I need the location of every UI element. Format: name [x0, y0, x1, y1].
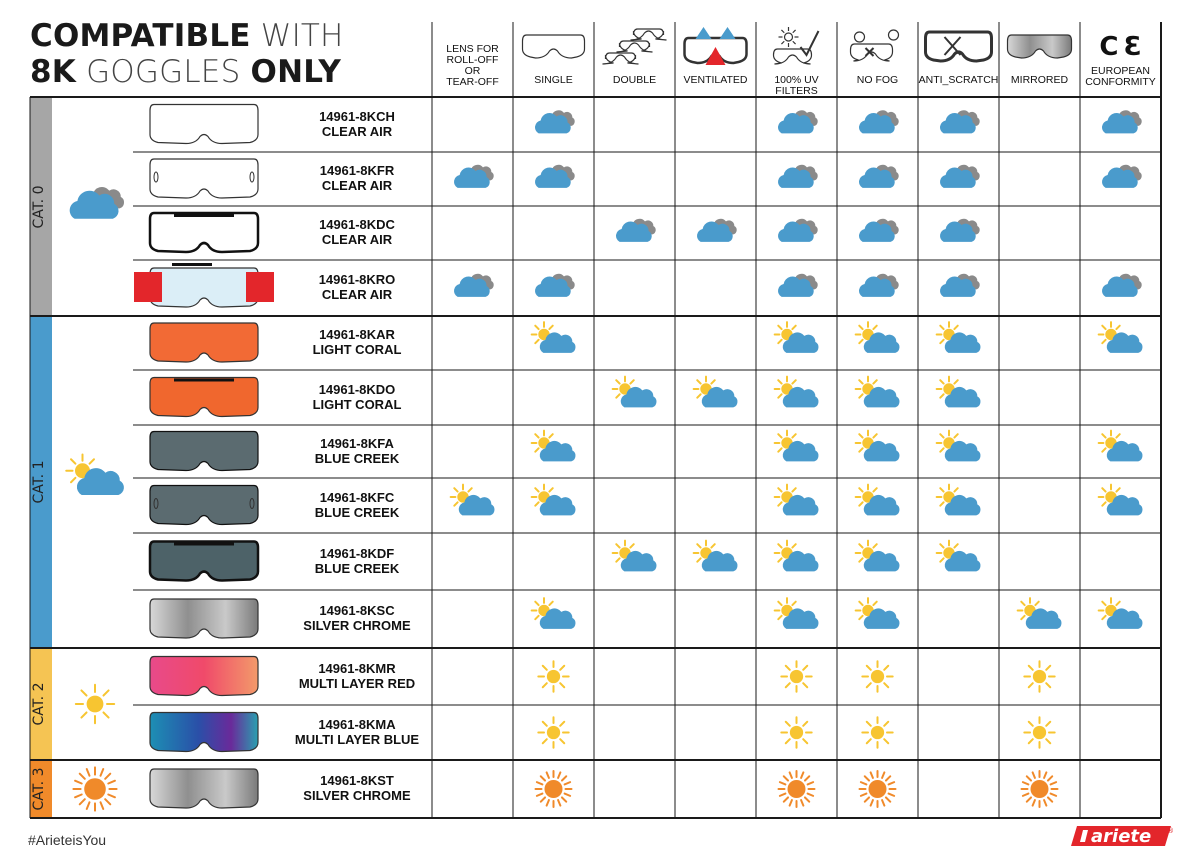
- compat-mark-14961-8KCH-single: [535, 110, 575, 133]
- column-header-text: SINGLE: [534, 74, 573, 86]
- compat-mark-14961-8KST-uv: [779, 771, 815, 807]
- compat-mark-14961-8KFA-scratch: [937, 431, 981, 462]
- compat-mark-14961-8KFC-uv: [775, 485, 819, 516]
- compat-mark-14961-8KFA-ce: [1099, 431, 1143, 462]
- lens-label-14961-8KST: [282, 773, 432, 803]
- column-header-text: OR: [464, 65, 481, 77]
- ce-mark-icon: [1099, 32, 1141, 62]
- compat-mark-14961-8KAR-uv: [775, 322, 819, 353]
- lens-name: SILVER CHROME: [303, 618, 411, 633]
- lens-code: 14961-8KDC: [319, 217, 395, 232]
- compat-mark-14961-8KMA-mirrored: [1024, 717, 1054, 747]
- lens-name: BLUE CREEK: [314, 560, 400, 576]
- lens-label-14961-8KSC: [282, 603, 432, 633]
- compat-mark-14961-8KRO-ce: [1102, 274, 1142, 297]
- compat-mark-14961-8KRO-lens_for: [454, 274, 494, 297]
- category-label-2: CAT. 2: [31, 682, 47, 726]
- lens-name: BLUE CREEK: [314, 504, 400, 520]
- uv-filter-icon: [774, 27, 819, 64]
- compat-mark-14961-8KFR-ce: [1102, 165, 1142, 188]
- mirrored-icon: [1008, 35, 1072, 58]
- column-header-text: MIRRORED: [1010, 74, 1069, 86]
- column-header-text: DOUBLE: [612, 74, 657, 86]
- column-header-text: VENTILATED: [683, 74, 748, 86]
- column-header-text: TEAR-OFF: [446, 76, 499, 88]
- lens-image-14961-8KSC: [150, 599, 258, 638]
- column-header-text: CONFORMITY: [1085, 76, 1156, 88]
- compat-mark-14961-8KCH-nofog: [859, 110, 899, 133]
- compat-mark-14961-8KFC-ce: [1099, 485, 1143, 516]
- title-only: ONLY: [250, 54, 342, 90]
- compat-mark-14961-8KAR-single: [532, 322, 576, 353]
- column-header-text: LENS FOR: [446, 43, 499, 55]
- svg-text:C Ɛ: C Ɛ: [1099, 32, 1142, 62]
- compat-mark-14961-8KDF-double: [613, 541, 657, 572]
- compat-mark-14961-8KMR-mirrored: [1024, 661, 1054, 691]
- lens-label-14961-8KFA: [282, 436, 432, 466]
- column-header-text: ROLL-OFF: [446, 54, 499, 66]
- lens-code: 14961-8KFA: [320, 435, 394, 451]
- lens-image-14961-8KMA: [150, 713, 258, 752]
- compat-mark-14961-8KDC-scratch: [940, 219, 980, 242]
- lens-label-14961-8KDC: [282, 217, 432, 247]
- compat-mark-14961-8KDC-ventilated: [697, 219, 737, 242]
- compat-mark-14961-8KRO-uv: [778, 274, 818, 297]
- lens-code: 14961-8KFC: [319, 489, 395, 505]
- compat-mark-14961-8KMR-nofog: [862, 661, 892, 691]
- compat-mark-14961-8KFC-lens_for: [451, 485, 495, 516]
- lens-code: 14961-8KSC: [319, 603, 395, 618]
- lens-image-14961-8KCH: [150, 105, 258, 144]
- lens-image-14961-8KDC: [150, 213, 258, 252]
- compat-mark-14961-8KRO-nofog: [859, 274, 899, 297]
- lens-label-14961-8KFR: [282, 163, 432, 193]
- single-lens-icon: [523, 35, 585, 58]
- lens-code: 14961-8KDF: [319, 545, 395, 561]
- lens-label-14961-8KMR: [282, 661, 432, 691]
- column-header-text: ANTI_SCRATCH: [918, 74, 999, 86]
- lens-code: 14961-8KST: [320, 773, 394, 788]
- compat-mark-14961-8KFR-uv: [778, 165, 818, 188]
- compat-mark-14961-8KSC-ce: [1099, 598, 1143, 629]
- compat-mark-14961-8KDO-ventilated: [694, 377, 738, 408]
- hashtag: #ArieteisYou: [28, 832, 107, 848]
- category-label-0: CAT. 0: [31, 185, 47, 228]
- category-icon-hot: [73, 767, 116, 810]
- compat-mark-14961-8KMR-single: [538, 661, 568, 691]
- lens-name: SILVER CHROME: [303, 788, 411, 803]
- compat-mark-14961-8KFA-uv: [775, 431, 819, 462]
- compat-mark-14961-8KST-mirrored: [1022, 771, 1058, 807]
- compat-mark-14961-8KDF-uv: [775, 541, 819, 572]
- compat-mark-14961-8KRO-single: [535, 274, 575, 297]
- lens-label-14961-8KMA: [282, 717, 432, 747]
- compat-mark-14961-8KCH-scratch: [940, 110, 980, 133]
- title-8k: 8K: [30, 54, 76, 90]
- compat-mark-14961-8KCH-ce: [1102, 110, 1142, 133]
- lens-name: CLEAR AIR: [321, 232, 393, 247]
- compat-mark-14961-8KMR-uv: [781, 661, 811, 691]
- column-header-text: EUROPEAN: [1091, 65, 1150, 77]
- category-icon-partly: [66, 455, 124, 496]
- category-icon-sun: [76, 685, 114, 723]
- lens-image-14961-8KRO: [134, 263, 274, 307]
- lens-image-14961-8KDF: [150, 542, 258, 581]
- column-header-text: 100% UV FILTERS: [774, 74, 819, 97]
- compat-mark-14961-8KDO-double: [613, 377, 657, 408]
- lens-label-14961-8KAR: [282, 327, 432, 357]
- compat-mark-14961-8KDC-double: [616, 219, 656, 242]
- column-header-text: NO FOG: [856, 74, 899, 86]
- lens-name: MULTI LAYER RED: [298, 675, 416, 691]
- title-with: WITH: [260, 18, 344, 54]
- compat-mark-14961-8KDO-scratch: [937, 377, 981, 408]
- compat-mark-14961-8KDC-nofog: [859, 219, 899, 242]
- compat-mark-14961-8KSC-mirrored: [1018, 598, 1062, 629]
- lens-code: 14961-8KRO: [318, 272, 396, 287]
- compat-mark-14961-8KDF-scratch: [937, 541, 981, 572]
- lens-code: 14961-8KMA: [318, 716, 396, 732]
- compat-mark-14961-8KRO-scratch: [940, 274, 980, 297]
- compat-mark-14961-8KDO-nofog: [856, 377, 900, 408]
- compat-mark-14961-8KFA-nofog: [856, 431, 900, 462]
- lens-name: CLEAR AIR: [321, 178, 393, 193]
- lens-code: 14961-8KDO: [318, 381, 396, 397]
- compat-mark-14961-8KDC-uv: [778, 219, 818, 242]
- svg-text:®: ®: [1167, 827, 1174, 835]
- title-compatible: COMPATIBLE: [30, 18, 251, 54]
- lens-name: LIGHT CORAL: [312, 342, 402, 357]
- compat-mark-14961-8KDO-uv: [775, 377, 819, 408]
- title-goggles: GOGGLES: [86, 54, 241, 90]
- compat-mark-14961-8KFR-single: [535, 165, 575, 188]
- compat-mark-14961-8KFC-scratch: [937, 485, 981, 516]
- ventilated-icon: [685, 27, 747, 65]
- compat-mark-14961-8KST-nofog: [860, 771, 896, 807]
- lens-label-14961-8KDO: [282, 382, 432, 412]
- lens-image-14961-8KDO: [150, 378, 258, 417]
- compat-mark-14961-8KST-single: [536, 771, 572, 807]
- compat-mark-14961-8KAR-scratch: [937, 322, 981, 353]
- lens-image-14961-8KAR: [150, 323, 258, 362]
- lens-name: BLUE CREEK: [314, 450, 400, 466]
- category-label-3: CAT. 3: [31, 767, 47, 811]
- lens-label-14961-8KDF: [282, 546, 432, 576]
- compat-mark-14961-8KFR-lens_for: [454, 165, 494, 188]
- lens-image-14961-8KMR: [150, 657, 258, 696]
- lens-name: CLEAR AIR: [321, 287, 393, 302]
- compat-mark-14961-8KAR-nofog: [856, 322, 900, 353]
- lens-name: CLEAR AIR: [321, 123, 393, 139]
- compat-mark-14961-8KSC-single: [532, 598, 576, 629]
- anti-scratch-icon: [926, 32, 992, 61]
- lens-image-14961-8KFR: [150, 159, 258, 198]
- category-icon-cloudy: [70, 187, 124, 219]
- ariete-logo: [1071, 824, 1175, 848]
- lens-code: 14961-8KAR: [319, 327, 395, 342]
- category-label-1: CAT. 1: [31, 460, 47, 504]
- compat-mark-14961-8KFA-single: [532, 431, 576, 462]
- compat-mark-14961-8KFC-nofog: [856, 485, 900, 516]
- compat-mark-14961-8KFC-single: [532, 485, 576, 516]
- compat-mark-14961-8KSC-uv: [775, 598, 819, 629]
- lens-name: MULTI LAYER BLUE: [294, 731, 420, 747]
- double-lens-icon: [603, 29, 667, 64]
- compat-mark-14961-8KDF-ventilated: [694, 541, 738, 572]
- compat-mark-14961-8KDF-nofog: [856, 541, 900, 572]
- no-fog-icon: [851, 30, 899, 61]
- compat-mark-14961-8KFR-scratch: [940, 165, 980, 188]
- lens-label-14961-8KCH: [282, 109, 432, 139]
- lens-code: 14961-8KMR: [318, 660, 396, 676]
- lens-code: 14961-8KFR: [319, 163, 395, 178]
- lens-image-14961-8KFA: [150, 432, 258, 471]
- compat-mark-14961-8KSC-nofog: [856, 598, 900, 629]
- lens-label-14961-8KRO: [282, 272, 432, 302]
- compat-mark-14961-8KMA-single: [538, 717, 568, 747]
- compat-mark-14961-8KAR-ce: [1099, 322, 1143, 353]
- lens-label-14961-8KFC: [282, 490, 432, 520]
- lens-code: 14961-8KCH: [319, 108, 395, 124]
- lens-name: LIGHT CORAL: [312, 396, 402, 412]
- compat-mark-14961-8KCH-uv: [778, 110, 818, 133]
- logo-text: ariete: [1091, 826, 1152, 847]
- compat-mark-14961-8KMA-nofog: [862, 717, 892, 747]
- compat-mark-14961-8KFR-nofog: [859, 165, 899, 188]
- compat-mark-14961-8KMA-uv: [781, 717, 811, 747]
- lens-image-14961-8KFC: [150, 486, 258, 525]
- lens-image-14961-8KST: [150, 769, 258, 808]
